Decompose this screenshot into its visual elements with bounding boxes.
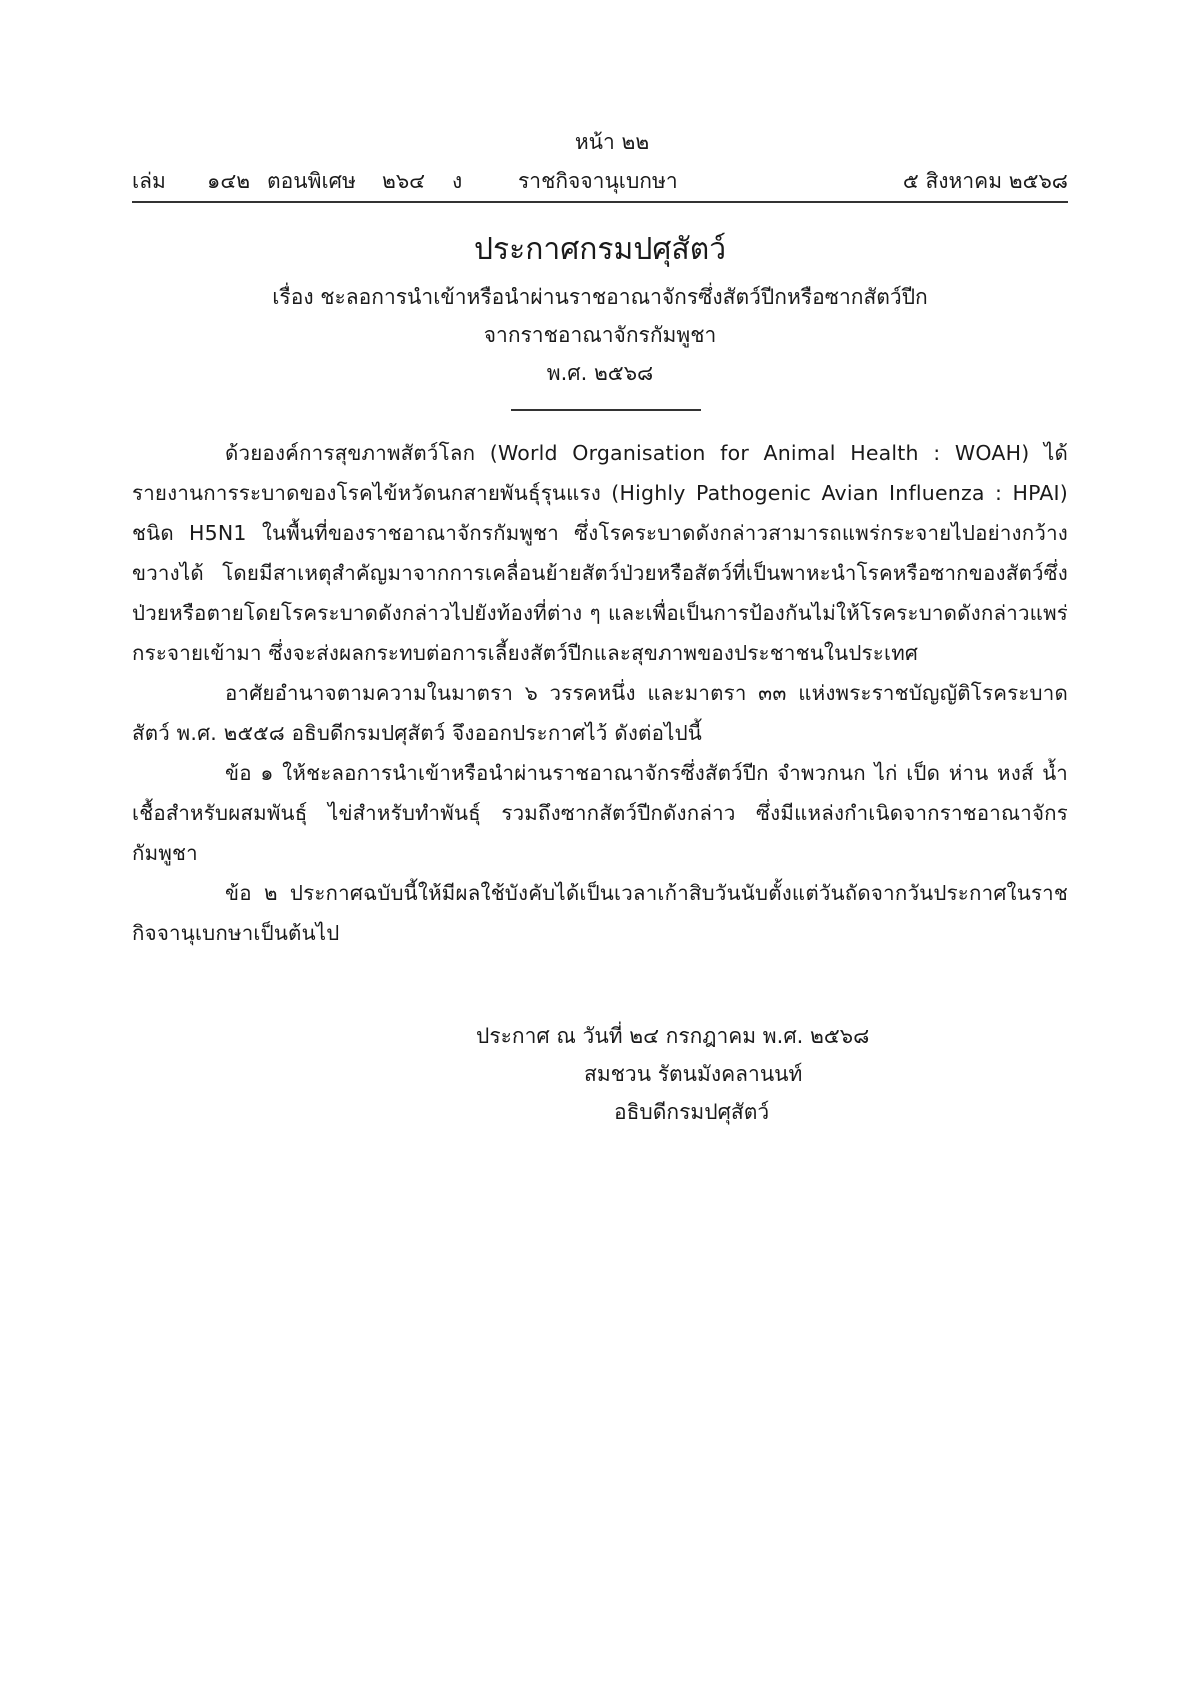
- paragraph-preamble: ด้วยองค์การสุขภาพสัตว์โลก (World Organisation for Animal Health : WOAH) ได้รายงานการระบาดของโรคไข้หวัดนกสายพันธุ์รุนแรง (Highly Pathogenic Avian Influenza : HPAI) ชนิด H5N1 ในพื้นที่ของราชอาณาจักรกัมพูชา ซึ่งโรคระบาดดังกล่าวสามารถแพร่กระจายไปอย่างกว้างขวางได้ โดยมีสาเหตุสำคัญมาจากการเคลื่อนย้ายสัตว์ป่วยหรือสัตว์ที่เป็นพาหะนำโรคหรือซากของสัตว์ซึ่งป่วยหรือตายโดยโรคระบาดดังกล่าวไปยังท้องที่ต่าง ๆ และเพื่อเป็นการป้องกันไม่ให้โรคระบาดดังกล่าวแพร่กระจายเข้ามา ซึ่งจะส่งผลกระทบต่อการเลี้ยงสัตว์ปีกและสุขภาพของประชาชนในประเทศ: [132, 441, 1068, 665]
- page-number: หน้า ๒๒: [574, 130, 650, 154]
- signatory-name: สมชวน รัตนมังคลานนท์: [584, 1062, 803, 1086]
- gazette-date: ๕ สิงหาคม ๒๕๖๘: [902, 169, 1068, 193]
- issue-letter: ง: [452, 169, 463, 193]
- issue-label: ตอนพิเศษ: [267, 169, 356, 193]
- document-title: ประกาศกรมปศุสัตว์: [473, 232, 727, 267]
- title-divider: [511, 409, 701, 411]
- paragraph-authority: อาศัยอำนาจตามความในมาตรา ๖ วรรคหนึ่ง และมาตรา ๓๓ แห่งพระราชบัญญัติโรคระบาดสัตว์ พ.ศ. ๒๕๕๘ อธิบดีกรมปศุสัตว์ จึงออกประกาศไว้ ดังต่อไปนี้: [132, 681, 1068, 745]
- signatory-position: อธิบดีกรมปศุสัตว์: [614, 1100, 770, 1124]
- subject-line: เรื่อง ชะลอการนำเข้าหรือนำผ่านราชอาณาจักรซึ่งสัตว์ปีกหรือซากสัตว์ปีก: [272, 285, 928, 309]
- signature-block: [476, 1017, 976, 1131]
- document-body: [132, 433, 1068, 953]
- volume-number: ๑๔๒: [207, 169, 251, 193]
- header-divider: [132, 201, 1068, 203]
- gazette-name: ราชกิจจานุเบกษา: [518, 169, 678, 193]
- subject-year: พ.ศ. ๒๕๖๘: [546, 361, 654, 385]
- document-subject: [0, 278, 1200, 392]
- announced-date: ประกาศ ณ วันที่ ๒๔ กรกฎาคม พ.ศ. ๒๕๖๘: [476, 1024, 870, 1048]
- issue-number: ๒๖๔: [382, 169, 426, 193]
- subject-line: จากราชอาณาจักรกัมพูชา: [483, 323, 717, 347]
- paragraph-clause-1: ข้อ ๑ ให้ชะลอการนำเข้าหรือนำผ่านราชอาณาจักรซึ่งสัตว์ปีก จำพวกนก ไก่ เป็ด ห่าน หงส์ น้ำเชื้อสำหรับผสมพันธุ์ ไข่สำหรับทำพันธุ์ รวมถึงซากสัตว์ปีกดังกล่าว ซึ่งมีแหล่งกำเนิดจากราชอาณาจักรกัมพูชา: [132, 761, 1068, 865]
- volume-label: เล่ม: [132, 169, 166, 193]
- gazette-header: [132, 165, 1068, 199]
- paragraph-clause-2: ข้อ ๒ ประกาศฉบับนี้ให้มีผลใช้บังคับได้เป็นเวลาเก้าสิบวันนับตั้งแต่วันถัดจากวันประกาศในราชกิจจานุเบกษาเป็นต้นไป: [132, 881, 1068, 945]
